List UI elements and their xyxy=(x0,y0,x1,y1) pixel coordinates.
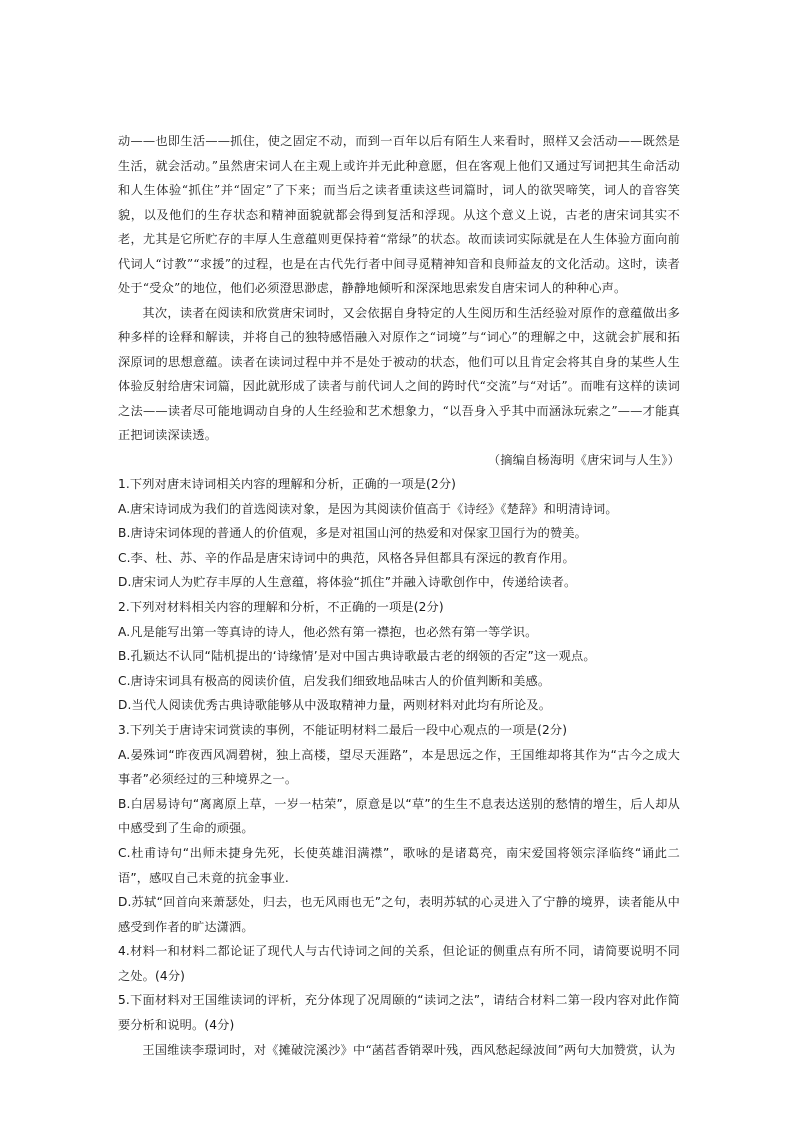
question-3 xyxy=(118,718,680,939)
option-c: C.唐诗宋词具有极高的阅读价值，启发我们细致地品味古人的价值判断和美感。 xyxy=(118,673,551,688)
exam-page xyxy=(118,129,680,1062)
option-d: D.唐宋词人为贮存丰厚的人生意蕴，将体验“抓住”并融入诗歌创作中，传递给读者。 xyxy=(118,575,577,590)
option-b: B.唐诗宋词体现的普通人的价值观，多是对祖国山河的热爱和对保家卫国行为的赞美。 xyxy=(118,526,588,541)
option-a: A.晏殊词“昨夜西风凋碧树，独上高楼，望尽天涯路”，本是思远之作，王国维却将其作为“古今之成大事者”必须经过的三种境界之一。 xyxy=(118,747,680,787)
questions-section xyxy=(118,472,680,1038)
passage-source: （摘编自杨海明《唐宋词与人生》） xyxy=(487,452,680,467)
question-stem: 4.材料一和材料二都论证了现代人与古代诗词之间的关系，但论证的侧重点有所不同，请简要说明不同之处。(4分) xyxy=(118,944,680,983)
question-5 xyxy=(118,988,680,1037)
trailing-paragraph: 王国维读李璟词时，对《摊破浣溪沙》中“菡萏香销翠叶残，西风愁起绿波间”两句大加赞赏，认为 xyxy=(142,1042,676,1057)
passage-paragraph-2: 其次，读者在阅读和欣赏唐宋词时，又会依据自身特定的人生阅历和生活经验对原作的意蕴做出多种多样的诠释和解读，并将自己的独特感悟融入对原作之“词境”与“词心”的理解之中，这就会扩展和拓深原词的思想意蕴。读者在读词过程中并不是处于被动的状态，他们可以且肯定会将其自身的某些人生体验反射给唐宋词篇，因此就形成了读者与前代词人之间的跨时代“交流”与“对话”。而唯有这样的读词之法——读者尽可能地调动自身的人生经验和艺术想象力，“以吾身入乎其中而涵泳玩索之”——才能真正把词读深读透。 xyxy=(118,305,680,442)
option-d: D.苏轼“回首向来萧瑟处，归去，也无风雨也无”之句，表明苏轼的心灵进入了宁静的境界，读者能从中感受到作者的旷达潇洒。 xyxy=(118,895,680,934)
reading-passage xyxy=(118,129,680,472)
question-stem: 5.下面材料对王国维读词的评析，充分体现了况周颐的“读词之法”，请结合材料二第一段内容对此作简要分析和说明。(4分) xyxy=(118,993,680,1033)
question-1 xyxy=(118,472,680,595)
passage-paragraph-1: 动——也即生活——抓住，使之固定不动，而到一百年以后有陌生人来看时，照样又会活动——既然是生活，就会活动。”虽然唐宋词人在主观上或许并无此种意愿，但在客观上他们又通过写词把其生命活动和人生体验“抓住”并“固定”了下来；而当后之读者重读这些词篇时，词人的欲哭啼笑，词人的音容笑貌，以及他们的生存状态和精神面貌就都会得到复活和浮现。从这个意义上说，古老的唐宋词其实不老，尤其是它所贮存的丰厚人生意蕴则更保持着“常绿”的状态。故而读词实际就是在人生体验方面向前代词人“讨教”“求援”的过程，也是在古代先行者中间寻觅精神知音和良师益友的文化活动。这时，读者处于“受众”的地位，他们必须澄思渺虑，静静地倾听和深深地思索发自唐宋词人的种种心声。 xyxy=(118,134,680,295)
option-c: C.李、杜、苏、辛的作品是唐宋诗词中的典范，风格各异但都具有深远的教育作用。 xyxy=(118,550,575,565)
question-2 xyxy=(118,595,680,718)
question-stem: 3.下列关于唐诗宋词赏读的事例，不能证明材料二最后一段中心观点的一项是(2分) xyxy=(118,722,568,737)
trailing-material xyxy=(118,1038,680,1063)
question-stem: 1.下列对唐末诗词相关内容的理解和分析，正确的一项是(2分) xyxy=(118,477,457,491)
option-a: A.凡是能写出第一等真诗的诗人，他必然有第一襟抱，也必然有第一等学识。 xyxy=(118,624,538,639)
question-4 xyxy=(118,939,680,988)
question-stem: 2.下列对材料相关内容的理解和分析，不正确的一项是(2分) xyxy=(118,599,444,614)
option-a: A.唐宋诗词成为我们的首选阅读对象，是因为其阅读价值高于《诗经》《楚辞》和明清诗词。 xyxy=(118,501,618,516)
option-c: C.杜甫诗句“出师未捷身先死，长使英雄泪满襟”，歌咏的是诸葛亮，南宋爱国将领宗泽临终“诵此二语”，感叹自己未竟的抗金事业. xyxy=(118,845,680,885)
option-b: B.孔颖达不认同“陆机提出的‘诗缘情’是对中国古典诗歌最古老的纲领的否定”这一观点。 xyxy=(118,649,596,664)
option-b: B.白居易诗句“离离原上草，一岁一枯荣”，原意是以“草”的生生不息表达送别的愁情的增生，后人却从中感受到了生命的顽强。 xyxy=(118,796,680,836)
option-d: D.当代人阅读优秀古典诗歌能够从中汲取精神力量，两则材料对此均有所论及。 xyxy=(118,698,552,713)
